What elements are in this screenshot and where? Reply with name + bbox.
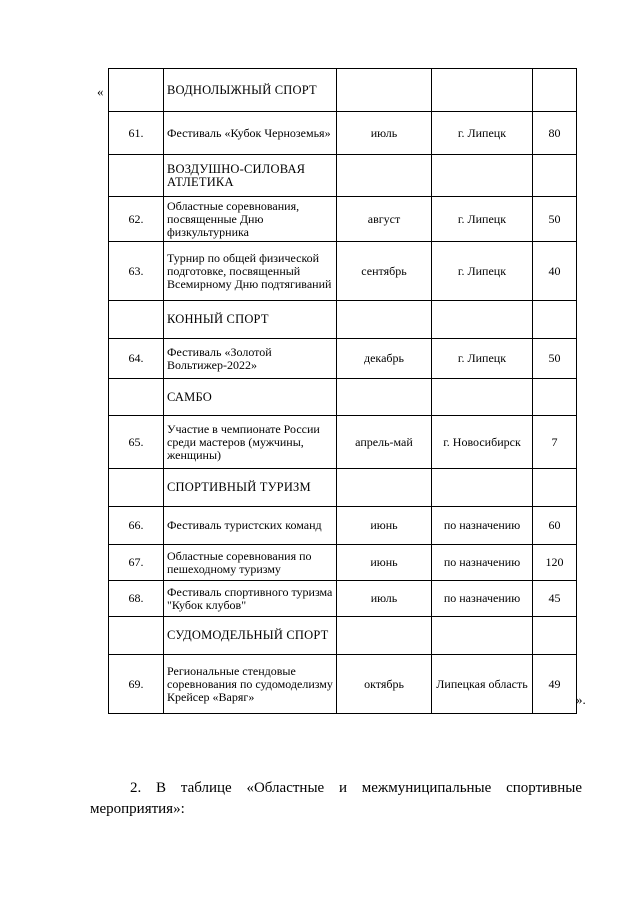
event-name: Фестиваль «Кубок Черноземья»: [164, 112, 337, 155]
table-row: [109, 617, 577, 655]
section-title: СУДОМОДЕЛЬНЫЙ СПОРТ: [164, 617, 337, 655]
event-name: Турнир по общей физической подготовке, посвященный Всемирному Дню подтягиваний: [164, 242, 337, 301]
event-participants: 50: [533, 197, 577, 242]
section-title: САМБО: [164, 379, 337, 416]
table-row: [109, 69, 577, 112]
event-place: г. Липецк: [432, 112, 533, 155]
event-number: 61.: [109, 112, 164, 155]
event-date: октябрь: [337, 655, 432, 714]
event-number: 63.: [109, 242, 164, 301]
event-date: июль: [337, 581, 432, 617]
event-participants: 120: [533, 545, 577, 581]
event-date: сентябрь: [337, 242, 432, 301]
section-title: СПОРТИВНЫЙ ТУРИЗМ: [164, 469, 337, 507]
event-place: г. Липецк: [432, 197, 533, 242]
table-row: [109, 416, 577, 469]
event-name: Фестиваль «Золотой Вольтижер-2022»: [164, 339, 337, 379]
table-row: [109, 507, 577, 545]
event-number: 69.: [109, 655, 164, 714]
event-name: Фестиваль туристских команд: [164, 507, 337, 545]
event-name: Областные соревнования по пешеходному туризму: [164, 545, 337, 581]
event-place: г. Липецк: [432, 242, 533, 301]
closing-quote: ».: [576, 692, 586, 707]
event-number: 67.: [109, 545, 164, 581]
event-number: 68.: [109, 581, 164, 617]
section-title: ВОДНОЛЫЖНЫЙ СПОРТ: [164, 69, 337, 112]
table-row: [109, 155, 577, 197]
events-table: [108, 68, 577, 714]
event-name: Региональные стендовые соревнования по судомоделизму Крейсер «Варяг»: [164, 655, 337, 714]
event-date: июнь: [337, 507, 432, 545]
event-place: г. Липецк: [432, 339, 533, 379]
event-date: август: [337, 197, 432, 242]
section-title: КОННЫЙ СПОРТ: [164, 301, 337, 339]
table-row: [109, 379, 577, 416]
event-place: Липецкая область: [432, 655, 533, 714]
table-row: [109, 581, 577, 617]
section-title: ВОЗДУШНО-СИЛОВАЯ АТЛЕТИКА: [164, 155, 337, 197]
event-participants: 40: [533, 242, 577, 301]
opening-quote: «: [97, 84, 104, 99]
table-row: [109, 197, 577, 242]
event-number: 64.: [109, 339, 164, 379]
table-row: [109, 339, 577, 379]
event-place: по назначению: [432, 545, 533, 581]
event-name: Областные соревнования, посвященные Дню физкультурника: [164, 197, 337, 242]
table-row: [109, 301, 577, 339]
table-row: [109, 469, 577, 507]
table-row: [109, 112, 577, 155]
event-participants: 80: [533, 112, 577, 155]
event-place: г. Новосибирск: [432, 416, 533, 469]
event-place: по назначению: [432, 507, 533, 545]
event-date: декабрь: [337, 339, 432, 379]
table-row: [109, 242, 577, 301]
event-participants: 49: [533, 655, 577, 714]
event-date: июль: [337, 112, 432, 155]
body-paragraph: 2. В таблице «Областные и межмуниципальные спортивные мероприятия»:: [90, 780, 582, 817]
event-number: 66.: [109, 507, 164, 545]
event-name: Фестиваль спортивного туризма "Кубок клубов": [164, 581, 337, 617]
event-place: по назначению: [432, 581, 533, 617]
event-participants: 50: [533, 339, 577, 379]
event-number: 62.: [109, 197, 164, 242]
event-number: 65.: [109, 416, 164, 469]
event-date: июнь: [337, 545, 432, 581]
event-name: Участие в чемпионате России среди мастеров (мужчины, женщины): [164, 416, 337, 469]
event-date: апрель-май: [337, 416, 432, 469]
event-participants: 45: [533, 581, 577, 617]
table-row: [109, 545, 577, 581]
event-participants: 60: [533, 507, 577, 545]
table-row: [109, 655, 577, 714]
event-participants: 7: [533, 416, 577, 469]
